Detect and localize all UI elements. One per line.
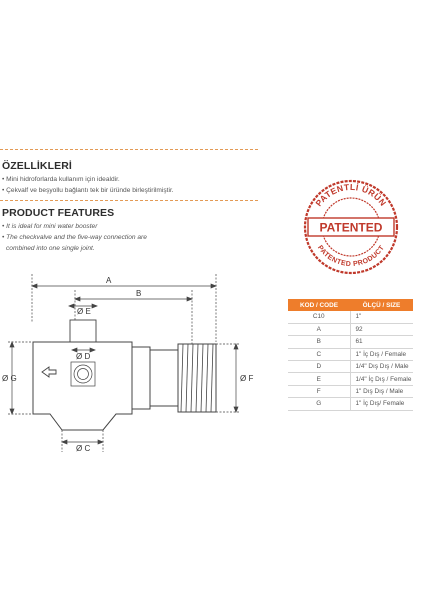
spec-table [288,299,413,411]
top-port [70,320,96,342]
spec-size-cell: 1" İç Dış / Female [350,348,413,360]
spec-code-cell: D [288,361,350,373]
label-b: B [136,289,142,298]
features-tr-list [2,175,174,197]
table-row [288,398,413,410]
list-item: • Çekvalf ve beşyollu bağlantı tek bir üründe birleştirilmiştir. [2,186,174,194]
label-e: Ø E [77,307,91,316]
spec-code-cell: A [288,323,350,335]
stamp-center-text: PATENTED [319,220,383,235]
label-a: A [106,276,112,285]
table-row [288,348,413,360]
patented-stamp [300,176,402,278]
technical-drawing [0,272,290,472]
table-row [288,373,413,385]
table-row [288,323,413,335]
list-item: • It is ideal for mini water booster [2,223,98,230]
list-item: • The checkvalve and the five-way connection are [2,233,147,241]
spec-code-cell: G [288,398,350,410]
middle-divider [0,200,258,201]
label-d: Ø D [76,352,91,361]
label-c: Ø C [76,444,91,453]
stamp-top-text: PATENTLİ ÜRÜN [313,181,389,209]
spec-code-cell: E [288,373,350,385]
features-tr-title: ÖZELLİKLERİ [2,160,72,172]
collar [132,347,150,409]
spec-code-cell: C10 [288,311,350,323]
top-divider [0,149,258,150]
spec-size-cell: 1" [350,311,413,323]
spec-size-cell: 61 [350,336,413,348]
list-item: • Mini hidroforlarda kullanım için idealdir. [2,176,120,183]
union-nut [150,350,178,406]
table-row [288,361,413,373]
stamp-bottom-text: PATENTED PRODUCT [315,244,387,269]
table-row [288,336,413,348]
side-port-nut [71,362,95,386]
table-row [288,311,413,323]
spec-size-cell: 1/4" İç Dış / Female [350,373,413,385]
list-item: combined into one single joint. [6,244,95,252]
spec-code-cell: F [288,385,350,397]
label-g: Ø G [2,374,17,383]
spec-header-size: ÖLÇÜ / SIZE [350,299,413,311]
spec-size-cell: 92 [350,323,413,335]
table-row [288,385,413,397]
spec-code-cell: C [288,348,350,360]
spec-size-cell: 1" Dış Dış / Male [350,385,413,397]
spec-header-code: KOD / CODE [288,299,350,311]
spec-code-cell: B [288,336,350,348]
features-en-title: PRODUCT FEATURES [2,207,115,219]
features-en-list [2,222,147,254]
spec-header-row [288,299,413,311]
spec-size-cell: 1" İç Dış/ Female [350,398,413,410]
label-f: Ø F [240,374,254,383]
spec-size-cell: 1/4" Dış Dış / Male [350,361,413,373]
